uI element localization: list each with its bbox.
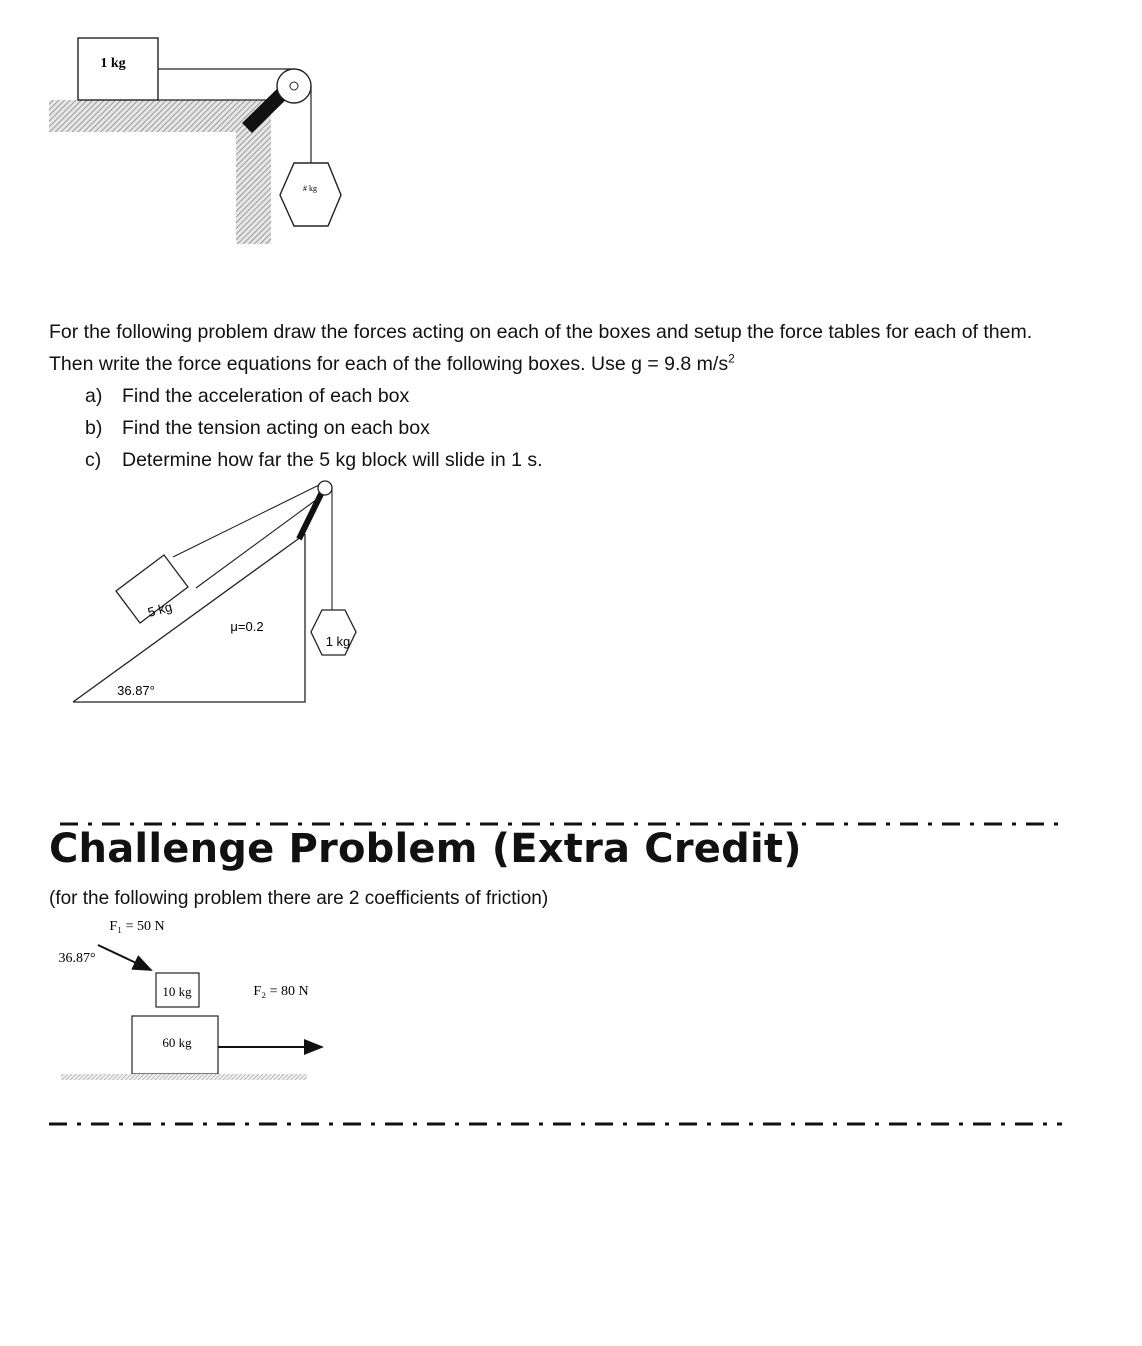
force1-arrow <box>98 945 151 970</box>
figure-stacked-blocks <box>0 910 1142 1090</box>
floor <box>61 1074 307 1080</box>
table-block-label: 1 kg <box>100 56 126 71</box>
incline-angle-label: 36.87° <box>117 683 155 698</box>
hanging-mass <box>280 163 341 226</box>
pulley-axle <box>290 82 298 90</box>
part-c: c) Determine how far the 5 kg block will slide in 1 s. <box>85 449 543 471</box>
table-leg <box>236 132 271 244</box>
force1-angle-label: 36.87° <box>58 951 96 966</box>
problem-statement <box>49 316 1059 476</box>
figure-incline <box>0 470 1142 720</box>
separator-bottom <box>0 1118 1142 1130</box>
figure-table-pulley <box>0 0 1142 300</box>
incline-string-upper <box>173 485 319 557</box>
challenge-note: (for the following problem there are 2 coefficients of friction) <box>49 888 549 909</box>
problem-intro: For the following problem draw the forces acting on each of the boxes and setup the force tables for each of them. Then write the force equations for each of the following boxes. Use g = 9.8 $m/s^2$ <box>49 321 1033 375</box>
incline-hanging-mass-label: 1 kg <box>325 634 351 649</box>
challenge-title: Challenge Problem (Extra Credit) <box>49 826 802 872</box>
part-b: b) Find the tension acting on each box <box>85 417 430 439</box>
incline-string-lower <box>196 497 320 588</box>
top-block-label: 10 kg <box>162 984 192 999</box>
incline-block-label: 5 kg <box>146 599 174 620</box>
problem-parts <box>49 380 1059 476</box>
table-top <box>49 100 271 132</box>
incline-hypotenuse <box>73 534 305 702</box>
incline-pulley-bracket <box>299 492 322 539</box>
force2-label: F₂ = 80 N <box>253 984 309 999</box>
bottom-block-label: 60 kg <box>162 1035 192 1050</box>
force1-label: F₁ = 50 N <box>109 919 165 934</box>
hanging-mass-label: # kg <box>303 184 317 193</box>
part-a: a) Find the acceleration of each box <box>85 385 410 407</box>
superscript-2: 2 <box>728 351 735 366</box>
incline-pulley-wheel <box>318 481 332 495</box>
friction-label: μ=0.2 <box>230 619 264 634</box>
